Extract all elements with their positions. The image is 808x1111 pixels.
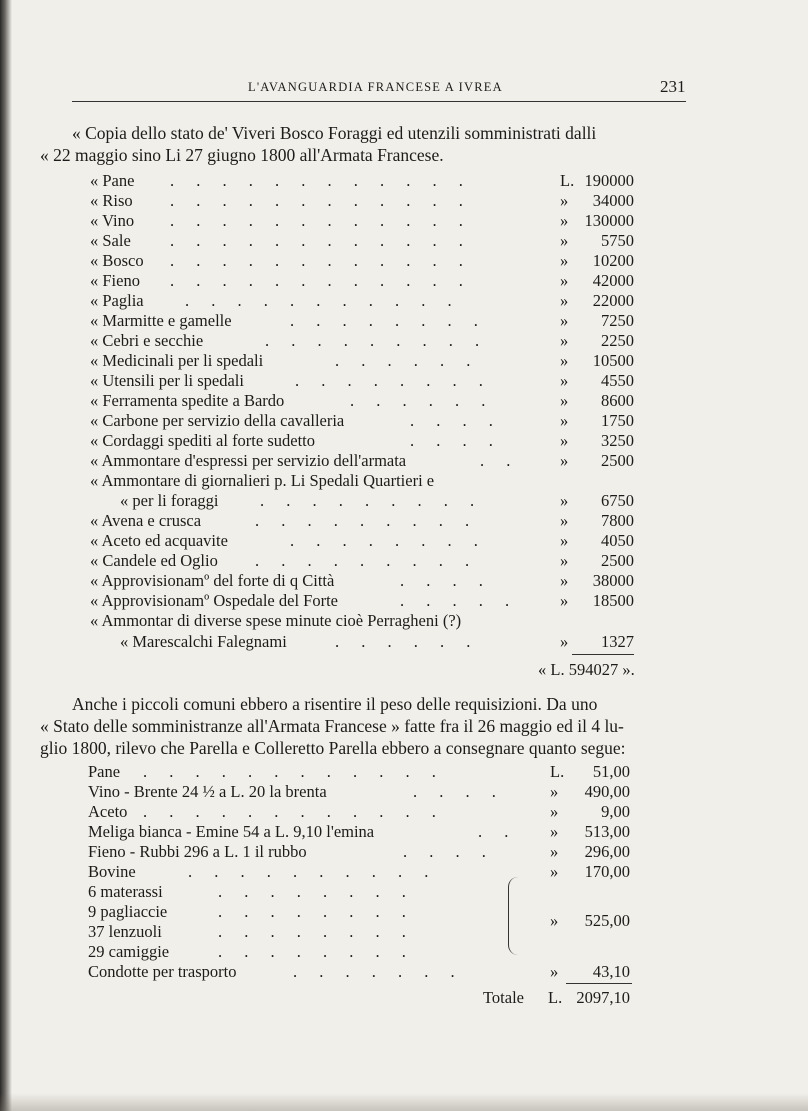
leader-dots: . . . . . . . . . . . . bbox=[170, 211, 472, 230]
row-label: Bovine bbox=[88, 862, 136, 881]
row-amount: 296,00 bbox=[584, 842, 630, 861]
table-row bbox=[90, 251, 650, 271]
row-mark: » bbox=[560, 311, 569, 330]
leader-dots: . . . . . . . . . . . . bbox=[143, 762, 445, 781]
leader-dots: . . . . . . . . bbox=[290, 531, 487, 550]
row-label: Aceto bbox=[88, 802, 128, 821]
row-amount: 4550 bbox=[601, 371, 634, 390]
intro2-line-2: « Stato delle somministranze all'Armata Francese » fatte fra il 26 maggio ed il 4 lu- bbox=[40, 716, 624, 736]
row-mark: » bbox=[550, 802, 559, 821]
leader-dots: . . . . bbox=[400, 571, 492, 590]
leader-dots: . . . . . . . . bbox=[218, 902, 415, 921]
row-label: « per li foraggi bbox=[120, 491, 219, 510]
table-row bbox=[90, 391, 650, 411]
row-mark: » bbox=[550, 962, 559, 981]
row-label: « Marmitte e gamelle bbox=[90, 311, 232, 330]
row-label: « Medicinali per li spedali bbox=[90, 351, 264, 370]
leader-dots: . . . . . . . . . bbox=[255, 551, 479, 570]
row-label: 29 camiggie bbox=[88, 942, 170, 961]
row-amount: 490,00 bbox=[584, 782, 630, 801]
row-amount: 3250 bbox=[601, 431, 634, 450]
table-row bbox=[90, 231, 650, 251]
leader-dots: . . . . . . . bbox=[293, 962, 464, 981]
row-amount: 2500 bbox=[601, 551, 634, 570]
row-amount: 7800 bbox=[601, 511, 634, 530]
row-label: 37 lenzuoli bbox=[88, 922, 162, 941]
row-label: « Sale bbox=[90, 231, 131, 250]
page-number: 231 bbox=[660, 77, 686, 96]
row-label: « Riso bbox=[90, 191, 133, 210]
row-amount: 2250 bbox=[601, 331, 634, 350]
table-row bbox=[90, 591, 650, 611]
row-label: Pane bbox=[88, 762, 121, 781]
intro2-line-3: glio 1800, rilevo che Parella e Colleretto Parella ebbero a consegnare quanto segue: bbox=[40, 738, 626, 758]
row-label: « Fieno bbox=[90, 271, 140, 290]
row-amount: 10200 bbox=[592, 251, 634, 270]
row-mark: » bbox=[560, 571, 569, 590]
table-row bbox=[90, 471, 650, 491]
row-mark: » bbox=[560, 271, 569, 290]
row-mark: » bbox=[560, 431, 569, 450]
row-amount: 1327 bbox=[601, 632, 634, 651]
row-mark: » bbox=[550, 911, 559, 930]
row-mark: L. bbox=[550, 762, 565, 781]
table-row bbox=[90, 511, 650, 531]
group-total-row bbox=[88, 911, 648, 931]
row-amount: 5750 bbox=[601, 231, 634, 250]
leader-dots: . . . . . . bbox=[335, 351, 480, 370]
row-label: « Aceto ed acquavite bbox=[90, 531, 228, 550]
header-rule bbox=[72, 101, 686, 102]
leader-dots: . . . . . . . . . . . . bbox=[170, 171, 472, 190]
table-row bbox=[90, 611, 650, 631]
leader-dots: . . bbox=[480, 451, 520, 470]
row-amount: 7250 bbox=[601, 311, 634, 330]
row-mark: » bbox=[560, 632, 569, 651]
row-label: « Ferramenta spedite a Bardo bbox=[90, 391, 285, 410]
row-amount: 130000 bbox=[584, 211, 634, 230]
leader-dots: . . . . bbox=[413, 782, 505, 801]
leader-dots: . . . . bbox=[410, 411, 502, 430]
leader-dots: . . . . . . . . . . . . bbox=[143, 802, 445, 821]
row-mark: » bbox=[560, 491, 569, 510]
table-row bbox=[88, 842, 648, 862]
row-mark: » bbox=[560, 591, 569, 610]
row-label: « Ammontare d'espressi per servizio dell'armata bbox=[90, 451, 407, 470]
table-row bbox=[88, 882, 648, 902]
table2-total-mark: L. bbox=[548, 988, 563, 1007]
intro-line-2: « 22 maggio sino Li 27 giugno 1800 all'Armata Francese. bbox=[40, 145, 444, 165]
row-amount: 1750 bbox=[601, 411, 634, 430]
table-row bbox=[90, 371, 650, 391]
table1-total: « L. 594027 ». bbox=[538, 660, 635, 679]
row-mark: » bbox=[550, 822, 559, 841]
row-label: 9 pagliaccie bbox=[88, 902, 168, 921]
table-row bbox=[88, 762, 648, 782]
row-mark: » bbox=[560, 251, 569, 270]
table-row bbox=[90, 351, 650, 371]
row-mark: » bbox=[560, 531, 569, 550]
table-row bbox=[90, 211, 650, 231]
leader-dots: . . . . . . . . bbox=[218, 942, 415, 961]
running-title: L'AVANGUARDIA FRANCESE A IVREA bbox=[248, 80, 503, 94]
row-amount: 8600 bbox=[601, 391, 634, 410]
leader-dots: . . bbox=[478, 822, 518, 841]
leader-dots: . . . . . . . . . bbox=[260, 491, 484, 510]
table-row bbox=[90, 331, 650, 351]
row-label: 6 materassi bbox=[88, 882, 163, 901]
row-label: « Utensili per li spedali bbox=[90, 371, 244, 390]
row-label: Vino - Brente 24 ½ a L. 20 la brenta bbox=[88, 782, 327, 801]
row-mark: » bbox=[560, 231, 569, 250]
table-row bbox=[90, 571, 650, 591]
row-mark: » bbox=[550, 862, 559, 881]
table-row bbox=[88, 962, 648, 982]
row-amount: 22000 bbox=[592, 291, 634, 310]
table-row bbox=[90, 311, 650, 331]
row-mark: » bbox=[560, 291, 569, 310]
row-label: « Cebri e secchie bbox=[90, 331, 204, 350]
row-label: « Candele ed Oglio bbox=[90, 551, 218, 570]
leader-dots: . . . . . . . . . . . . bbox=[170, 191, 472, 210]
row-mark: » bbox=[560, 451, 569, 470]
table-row bbox=[88, 862, 648, 882]
table-row bbox=[90, 531, 650, 551]
row-amount: 43,10 bbox=[592, 962, 630, 981]
table-row bbox=[90, 451, 650, 471]
table-row bbox=[88, 802, 648, 822]
row-mark: » bbox=[560, 211, 569, 230]
intro-line-1: « Copia dello stato de' Viveri Bosco Foraggi ed utenzili somministrati dalli bbox=[72, 123, 597, 143]
leader-dots: . . . . . . . . . . . . bbox=[170, 271, 472, 290]
leader-dots: . . . . . . . . . bbox=[265, 331, 489, 350]
row-amount: 38000 bbox=[592, 571, 634, 590]
row-amount: 9,00 bbox=[601, 802, 630, 821]
intro2-line-1: Anche i piccoli comuni ebbero a risentire il peso delle requisizioni. Da uno bbox=[72, 694, 598, 714]
table-row bbox=[88, 942, 648, 962]
row-amount: 190000 bbox=[584, 171, 634, 190]
table-row bbox=[90, 191, 650, 211]
row-amount: 34000 bbox=[592, 191, 634, 210]
row-label: « Approvisionamº Ospedale del Forte bbox=[90, 591, 338, 610]
row-label: « Vino bbox=[90, 211, 135, 230]
table-row bbox=[90, 271, 650, 291]
table-row bbox=[90, 551, 650, 571]
leader-dots: . . . . . . . . . . . bbox=[185, 291, 461, 310]
page-edge-shadow bbox=[0, 0, 12, 1111]
leader-dots: . . . . . . . . . . . . bbox=[170, 251, 472, 270]
table-row bbox=[90, 632, 650, 652]
row-label: « Paglia bbox=[90, 291, 144, 310]
row-mark: » bbox=[560, 411, 569, 430]
row-amount: 525,00 bbox=[584, 911, 630, 930]
leader-dots: . . . . . bbox=[400, 591, 519, 610]
leader-dots: . . . . . . . . . . bbox=[188, 862, 438, 881]
sum-rule bbox=[566, 983, 632, 984]
table-row bbox=[90, 411, 650, 431]
row-label: « Bosco bbox=[90, 251, 144, 270]
leader-dots: . . . . . . bbox=[350, 391, 495, 410]
table-row bbox=[88, 782, 648, 802]
leader-dots: . . . . . . . . . . . . bbox=[170, 231, 472, 250]
row-mark: » bbox=[560, 351, 569, 370]
sum-rule bbox=[572, 654, 634, 655]
row-amount: 10500 bbox=[592, 351, 634, 370]
leader-dots: . . . . . . . . bbox=[295, 371, 492, 390]
row-mark: » bbox=[560, 391, 569, 410]
row-label: « Pane bbox=[90, 171, 135, 190]
table-row bbox=[88, 822, 648, 842]
row-mark: » bbox=[560, 331, 569, 350]
row-mark: » bbox=[550, 842, 559, 861]
table-row bbox=[90, 491, 650, 511]
leader-dots: . . . . . . . . bbox=[218, 922, 415, 941]
row-label: Condotte per trasporto bbox=[88, 962, 237, 981]
row-label: « Carbone per servizio della cavalleria bbox=[90, 411, 345, 430]
page-bottom-shadow bbox=[0, 1093, 808, 1111]
row-mark: » bbox=[560, 511, 569, 530]
row-amount: 6750 bbox=[601, 491, 634, 510]
row-mark: L. bbox=[560, 171, 575, 190]
leader-dots: . . . . . . . . . bbox=[255, 511, 479, 530]
row-label: « Approvisionamº del forte di q Città bbox=[90, 571, 335, 590]
table-row bbox=[90, 171, 650, 191]
table2-total-label: Totale bbox=[483, 988, 524, 1007]
leader-dots: . . . . bbox=[403, 842, 495, 861]
row-mark: » bbox=[560, 371, 569, 390]
row-amount: 513,00 bbox=[584, 822, 630, 841]
row-label: « Cordaggi spediti al forte sudetto bbox=[90, 431, 315, 450]
row-label: « Ammontar di diverse spese minute cioè Perragheni (?) bbox=[90, 611, 462, 630]
row-label: Fieno - Rubbi 296 a L. 1 il rubbo bbox=[88, 842, 307, 861]
row-label: « Avena e crusca bbox=[90, 511, 202, 530]
row-mark: » bbox=[560, 551, 569, 570]
row-label: « Marescalchi Falegnami bbox=[120, 632, 287, 651]
row-amount: 42000 bbox=[592, 271, 634, 290]
table-row bbox=[90, 431, 650, 451]
leader-dots: . . . . . . . . bbox=[290, 311, 487, 330]
row-label: « Ammontare di giornalieri p. Li Spedali Quartieri e bbox=[90, 471, 435, 490]
row-amount: 51,00 bbox=[592, 762, 630, 781]
row-amount: 2500 bbox=[601, 451, 634, 470]
leader-dots: . . . . bbox=[410, 431, 502, 450]
leader-dots: . . . . . . bbox=[335, 632, 480, 651]
table-row bbox=[90, 291, 650, 311]
row-mark: » bbox=[560, 191, 569, 210]
row-amount: 18500 bbox=[592, 591, 634, 610]
row-amount: 4050 bbox=[601, 531, 634, 550]
table2-total-amount: 2097,10 bbox=[576, 988, 630, 1007]
row-mark: » bbox=[550, 782, 559, 801]
row-amount: 170,00 bbox=[584, 862, 630, 881]
row-label: Meliga bianca - Emine 54 a L. 9,10 l'emina bbox=[88, 822, 375, 841]
leader-dots: . . . . . . . . bbox=[218, 882, 415, 901]
